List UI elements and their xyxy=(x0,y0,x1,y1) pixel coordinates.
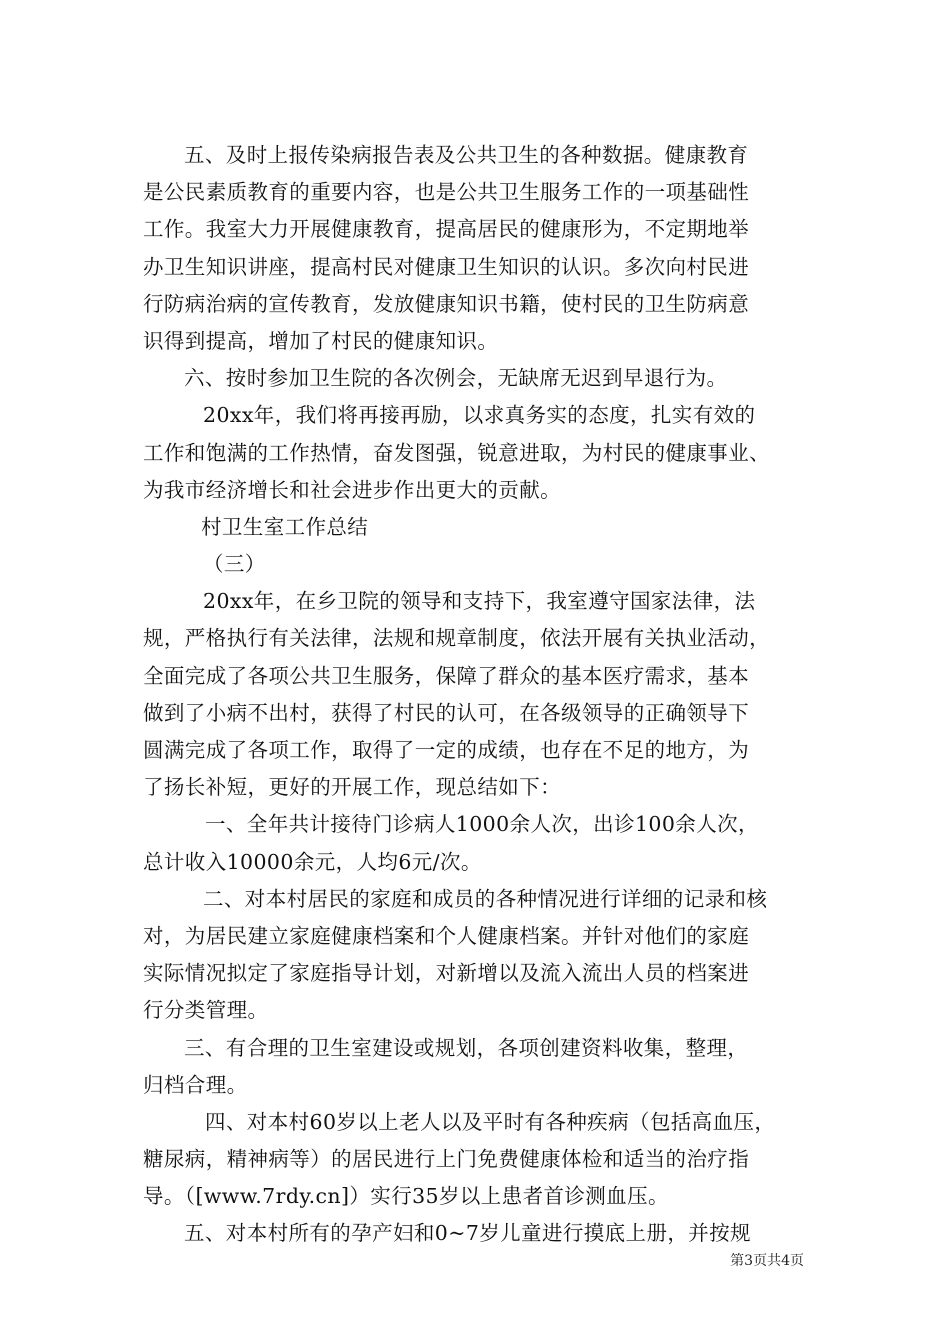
paragraph-line: 一、全年共计接待门诊病人1000余人次，出诊100余人次， xyxy=(205,812,759,837)
paragraph-line: 是公民素质教育的重要内容，也是公共卫生服务工作的一项基础性 xyxy=(143,180,750,205)
paragraph-line: 四、对本村60岁以上老人以及平时有各种疾病（包括高血压， xyxy=(205,1109,776,1134)
paragraph-line: 五、及时上报传染病报告表及公共卫生的各种数据。健康教育 xyxy=(184,143,749,167)
paragraph-line: 糖尿病，精神病等）的居民进行上门免费健康体检和适当的治疗指 xyxy=(143,1147,750,1172)
paragraph-line: 工作。我室大力开展健康教育，提高居民的健康形为，不定期地举 xyxy=(143,217,750,242)
paragraph-line: 实际情况拟定了家庭指导计划，对新增以及流入流出人员的档案进 xyxy=(143,961,750,986)
paragraph-line: 20xx年，在乡卫院的领导和支持下，我室遵守国家法律，法 xyxy=(203,589,756,614)
paragraph-line: 20xx年，我们将再接再励，以求真务实的态度，扎实有效的 xyxy=(203,403,756,428)
paragraph-line: 二、对本村居民的家庭和成员的各种情况进行详细的记录和核 xyxy=(203,886,768,911)
paragraph-line: 为我市经济增长和社会进步作出更大的贡献。 xyxy=(143,477,561,502)
paragraph-line: 三、有合理的卫生室建设或规划，各项创建资料收集，整理， xyxy=(184,1035,749,1060)
paragraph-line: 圆满完成了各项工作，取得了一定的成绩，也存在不足的地方，为 xyxy=(143,738,750,762)
paragraph-line: 识得到提高，增加了村民的健康知识。 xyxy=(143,328,499,353)
section-title: 村卫生室工作总结 xyxy=(201,514,369,539)
paragraph-line: 了扬长补短，更好的开展工作，现总结如下： xyxy=(143,775,561,800)
document-body xyxy=(143,137,807,1253)
paragraph-line: 归档合理。 xyxy=(143,1072,248,1097)
paragraph-line: 规，严格执行有关法律，法规和规章制度，依法开展有关执业活动， xyxy=(143,626,770,651)
paragraph-line: 总计收入10000余元，人均6元/次。 xyxy=(143,849,482,874)
paragraph-line: 对，为居民建立家庭健康档案和个人健康档案。并针对他们的家庭 xyxy=(143,923,750,948)
paragraph-line: 六、按时参加卫生院的各次例会，无缺席无迟到早退行为。 xyxy=(184,366,728,391)
paragraph-line: 行分类管理。 xyxy=(143,998,269,1023)
section-number: （三） xyxy=(203,552,266,577)
page-number: 第3页共4页 xyxy=(730,1253,804,1269)
paragraph-line: 全面完成了各项公共卫生服务，保障了群众的基本医疗需求，基本 xyxy=(143,663,750,688)
paragraph-line: 导。（[www.7rdy.cn]）实行35岁以上患者首诊测血压。 xyxy=(143,1184,669,1209)
paragraph-line: 五、对本村所有的孕产妇和0~7岁儿童进行摸底上册，并按规 xyxy=(184,1221,751,1246)
paragraph-line: 做到了小病不出村，获得了村民的认可，在各级领导的正确领导下 xyxy=(143,700,750,725)
paragraph-line: 工作和饱满的工作热情，奋发图强，锐意进取，为村民的健康事业、 xyxy=(143,440,770,465)
paragraph-line: 办卫生知识讲座，提高村民对健康卫生知识的认识。多次向村民进 xyxy=(143,254,750,279)
paragraph-line: 行防病治病的宣传教育，发放健康知识书籍，使村民的卫生防病意 xyxy=(143,291,750,316)
